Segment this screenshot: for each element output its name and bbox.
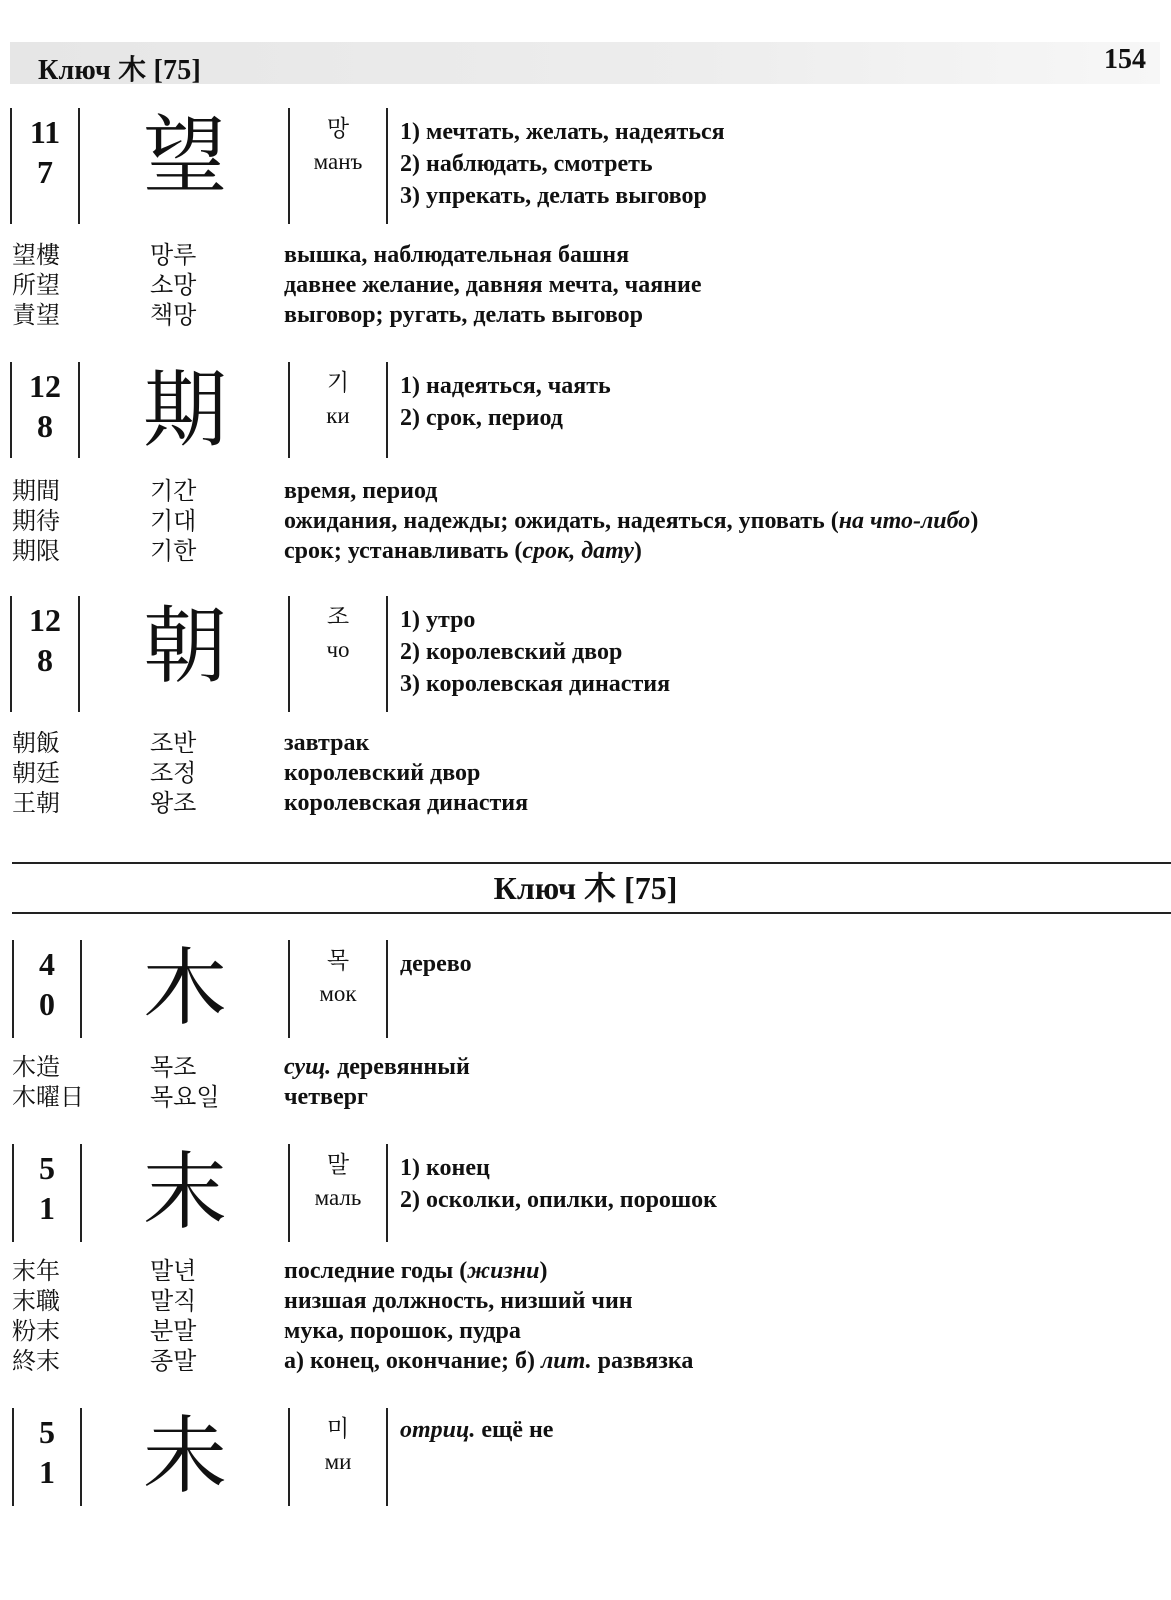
compound-meaning (284, 506, 978, 536)
compound-hanja: 期間 (12, 477, 60, 505)
meaning-item: 2) наблюдать, смотреть (400, 151, 653, 177)
compound-hangul: 조정 (150, 759, 197, 787)
stroke-extra: 7 (37, 154, 53, 190)
compound-hanja: 粉末 (12, 1317, 60, 1345)
entry-hanja: 未 (142, 1407, 227, 1505)
entry-meanings (400, 604, 670, 700)
entry-transcription: маль (314, 1185, 362, 1210)
entry-hangul: 조 (326, 604, 350, 629)
entry-hanja: 期 (142, 361, 227, 459)
compound-hangul: 목조 (150, 1053, 197, 1081)
entry-meanings (400, 1152, 717, 1216)
compound-hangul: 조반 (150, 729, 197, 757)
compound-hangul: 소망 (150, 271, 197, 299)
entry-hangul: 목 (326, 948, 350, 973)
meaning-italic: отриц. (400, 1417, 476, 1443)
compound-row (0, 300, 1171, 330)
compound-list (0, 1256, 1171, 1376)
compound-hanja: 朝廷 (12, 759, 60, 787)
entry-hangul: 망 (326, 116, 350, 141)
entry-transcription: мок (319, 981, 357, 1006)
meaning-text: срок; устанавливать ( (284, 538, 523, 564)
compound-meaning: выговор; ругать, делать выговор (284, 302, 643, 328)
compound-meaning: завтрак (284, 730, 370, 756)
entry-meanings (400, 116, 725, 212)
compound-hanja: 望樓 (12, 241, 60, 269)
stroke-total: 11 (29, 114, 61, 150)
section-title: Ключ 木 [75] (493, 870, 678, 906)
meaning-item: 3) упрекать, делать выговор (400, 183, 707, 209)
compound-row (0, 240, 1171, 270)
compound-meaning: низшая должность, низший чин (284, 1288, 633, 1314)
entry-hangul: 말 (326, 1152, 350, 1177)
page-number: 154 (1104, 44, 1146, 75)
compound-meaning (284, 1346, 693, 1376)
compound-hanja: 王朝 (12, 789, 60, 817)
compound-row (0, 506, 1171, 536)
compound-list (0, 240, 1171, 330)
page-header (10, 42, 1160, 84)
entry-hangul: 미 (326, 1416, 350, 1441)
compound-row (0, 1052, 1171, 1082)
compound-list (0, 476, 1171, 566)
meaning-italic: жизни (467, 1258, 540, 1284)
entry-transcription: ми (324, 1449, 352, 1474)
entry-meanings (400, 370, 611, 434)
compound-hangul: 말년 (150, 1257, 197, 1285)
entry-reading (288, 1408, 388, 1506)
meaning-text: а) конец, окончание; б) (284, 1348, 541, 1374)
meaning-item: 2) королевский двор (400, 639, 623, 665)
meaning-item: 2) срок, период (400, 405, 563, 431)
meaning-item: 1) утро (400, 607, 476, 633)
compound-hanja: 期待 (12, 507, 60, 535)
entry-hangul: 기 (326, 370, 350, 395)
meaning-item: дерево (400, 951, 472, 977)
meaning-text: деревянный (331, 1054, 470, 1080)
compound-hanja: 朝飯 (12, 729, 60, 757)
compound-list (0, 728, 1171, 818)
stroke-extra: 1 (39, 1190, 55, 1226)
compound-meaning: давнее желание, давняя мечта, чаяние (284, 272, 702, 298)
meaning-italic: на что-либо (838, 508, 971, 534)
entry-hanja: 木 (142, 939, 227, 1037)
stroke-total: 12 (29, 602, 61, 638)
entry-hanja: 末 (142, 1143, 227, 1241)
compound-hangul: 목요일 (150, 1083, 220, 1111)
radical-header-title: Ключ 木 [75] (38, 55, 201, 86)
compound-row (0, 728, 1171, 758)
compound-hangul: 책망 (150, 301, 197, 329)
compound-row (0, 1256, 1171, 1286)
compound-hanja: 木造 (12, 1053, 60, 1081)
meaning-italic: срок, дату (522, 538, 634, 564)
entry-transcription: ки (326, 403, 350, 428)
entry-meanings (400, 948, 472, 980)
stroke-count (10, 362, 80, 458)
meaning-item: 1) надеяться, чаять (400, 373, 611, 399)
compound-row (0, 476, 1171, 506)
compound-meaning (284, 536, 642, 566)
compound-row (0, 1316, 1171, 1346)
compound-row (0, 758, 1171, 788)
entry-meanings (400, 1414, 553, 1446)
compound-hangul: 종말 (150, 1347, 197, 1375)
compound-meaning: королевский двор (284, 760, 481, 786)
compound-row (0, 788, 1171, 818)
compound-meaning (284, 1256, 547, 1286)
compound-row (0, 1286, 1171, 1316)
entry-reading (288, 1144, 388, 1242)
compound-hangul: 분말 (150, 1317, 197, 1345)
meaning-text: развязка (591, 1348, 694, 1374)
compound-hanja: 所望 (12, 271, 60, 299)
section-rule-top (12, 862, 1171, 864)
compound-row (0, 270, 1171, 300)
compound-meaning: вышка, наблюдательная башня (284, 242, 630, 268)
stroke-total: 4 (39, 946, 55, 982)
stroke-count (10, 108, 80, 224)
compound-hangul: 왕조 (150, 789, 197, 817)
stroke-count (12, 1144, 82, 1242)
compound-row (0, 1346, 1171, 1376)
section-rule-bottom (12, 912, 1171, 914)
compound-meaning (284, 1052, 470, 1082)
compound-hanja: 責望 (12, 301, 60, 329)
compound-hanja: 末年 (12, 1257, 60, 1285)
compound-meaning: четверг (284, 1084, 368, 1110)
compound-list (0, 1052, 1171, 1112)
entry-reading (288, 362, 388, 458)
compound-hanja: 末職 (12, 1287, 60, 1315)
meaning-text: последние годы ( (284, 1258, 468, 1284)
compound-hangul: 기한 (150, 537, 197, 565)
meaning-italic: сущ. (284, 1054, 332, 1080)
meaning-item: 3) королевская династия (400, 671, 671, 697)
entry-hanja: 朝 (142, 597, 227, 695)
meaning-text: ) (539, 1258, 548, 1284)
compound-hangul: 망루 (150, 241, 197, 269)
meaning-text: ещё не (475, 1417, 554, 1443)
compound-meaning: королевская династия (284, 790, 529, 816)
meaning-item (400, 1414, 553, 1446)
compound-hanja: 木曜日 (12, 1083, 84, 1111)
meaning-item: 2) осколки, опилки, порошок (400, 1187, 718, 1213)
meaning-text: ) (633, 538, 642, 564)
entry-reading (288, 940, 388, 1038)
entry-transcription: манъ (313, 149, 363, 174)
stroke-count (10, 596, 80, 712)
meaning-text: ) (970, 508, 979, 534)
stroke-extra: 8 (37, 408, 53, 444)
stroke-count (12, 1408, 82, 1506)
compound-hanja: 終末 (12, 1347, 60, 1375)
compound-hangul: 기대 (150, 507, 197, 535)
meaning-item: 1) мечтать, желать, надеяться (400, 119, 725, 145)
stroke-extra: 8 (37, 642, 53, 678)
entry-reading (288, 596, 388, 712)
meaning-italic: лит. (540, 1348, 592, 1374)
compound-meaning: мука, порошок, пудра (284, 1318, 521, 1344)
compound-hanja: 期限 (12, 537, 60, 565)
stroke-total: 5 (39, 1414, 55, 1450)
compound-hangul: 말직 (150, 1287, 197, 1315)
stroke-count (12, 940, 82, 1038)
compound-row (0, 1082, 1171, 1112)
entry-transcription: чо (326, 637, 350, 662)
compound-hangul: 기간 (150, 477, 197, 505)
meaning-text: ожидания, надежды; ожидать, надеяться, уповать ( (284, 508, 839, 534)
meaning-item: 1) конец (400, 1155, 490, 1181)
stroke-extra: 0 (39, 986, 55, 1022)
compound-meaning: время, период (284, 478, 438, 504)
compound-row (0, 536, 1171, 566)
entry-hanja: 望 (142, 107, 227, 205)
stroke-total: 5 (39, 1150, 55, 1186)
stroke-total: 12 (29, 368, 61, 404)
stroke-extra: 1 (39, 1454, 55, 1490)
entry-reading (288, 108, 388, 224)
